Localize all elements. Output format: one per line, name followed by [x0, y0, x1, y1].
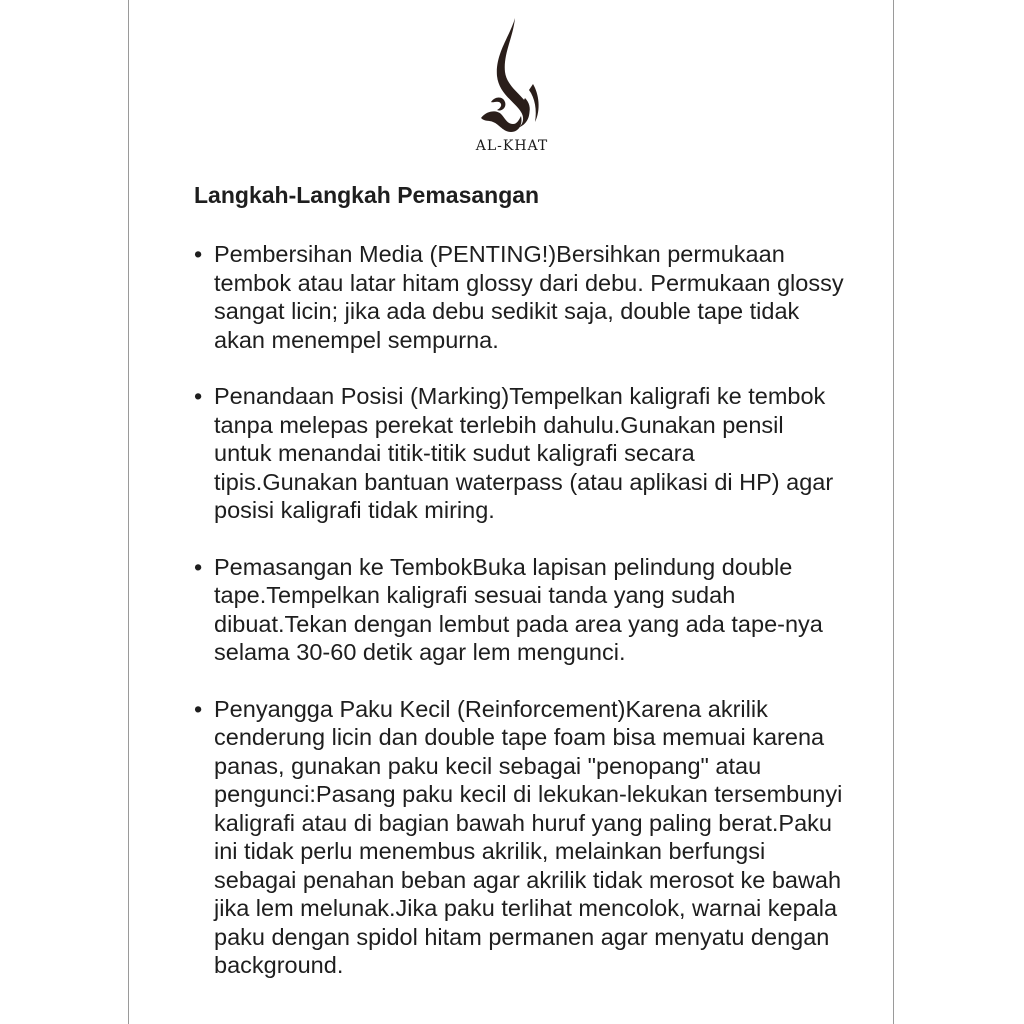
list-item [194, 695, 844, 980]
bullet-icon: • [194, 383, 203, 409]
list-item [194, 382, 844, 525]
instruction-list [194, 240, 844, 1008]
bullet-icon: • [194, 553, 203, 580]
list-item [194, 240, 844, 354]
page-title: Langkah-Langkah Pemasangan [194, 182, 540, 208]
list-item [194, 553, 844, 667]
bullet-icon: • [194, 695, 203, 722]
bullet-icon: • [194, 241, 203, 267]
brand-logo [467, 14, 557, 154]
logo-wordmark: AL-KHAT [475, 138, 549, 154]
step-text: Pembersihan Media (PENTING!)Bersihkan permukaan tembok atau latar hitam glossy dari debu. Permukaan glossy sangat licin; jika ada debu sedikit saja, double tape tidak akan menempel sempurna. [214, 241, 844, 353]
calligraphy-logo-icon [477, 14, 547, 138]
step-text: Penandaan Posisi (Marking)Tempelkan kaligrafi ke tembok tanpa melepas perekat terlebih dahulu.Gunakan pensil untuk menandai titik-titik sudut kaligrafi secara tipis.Gunakan bantuan waterpass (atau aplikasi di HP) agar posisi kaligrafi tidak miring. [214, 383, 834, 523]
step-text: Pemasangan ke TembokBuka lapisan pelindung double tape.Tempelkan kaligrafi sesuai tanda yang sudah dibuat.Tekan dengan lembut pada area yang ada tape-nya selama 30-60 detik agar lem mengunci. [214, 553, 823, 665]
instruction-card [128, 0, 894, 1024]
step-text: Penyangga Paku Kecil (Reinforcement)Karena akrilik cenderung licin dan double tape foam bisa memuai karena panas, gunakan paku kecil sebagai "penopang" atau pengunci:Pasang paku kecil di lekukan-lekukan tersembunyi kaligrafi atau di bagian bawah huruf yang paling berat.Paku ini tidak perlu menembus akrilik, melainkan berfungsi sebagai penahan beban agar akrilik tidak merosot ke bawah jika lem melunak.Jika paku terlihat mencolok, warnai kepala paku dengan spidol hitam permanen agar menyatu dengan background. [214, 695, 843, 978]
